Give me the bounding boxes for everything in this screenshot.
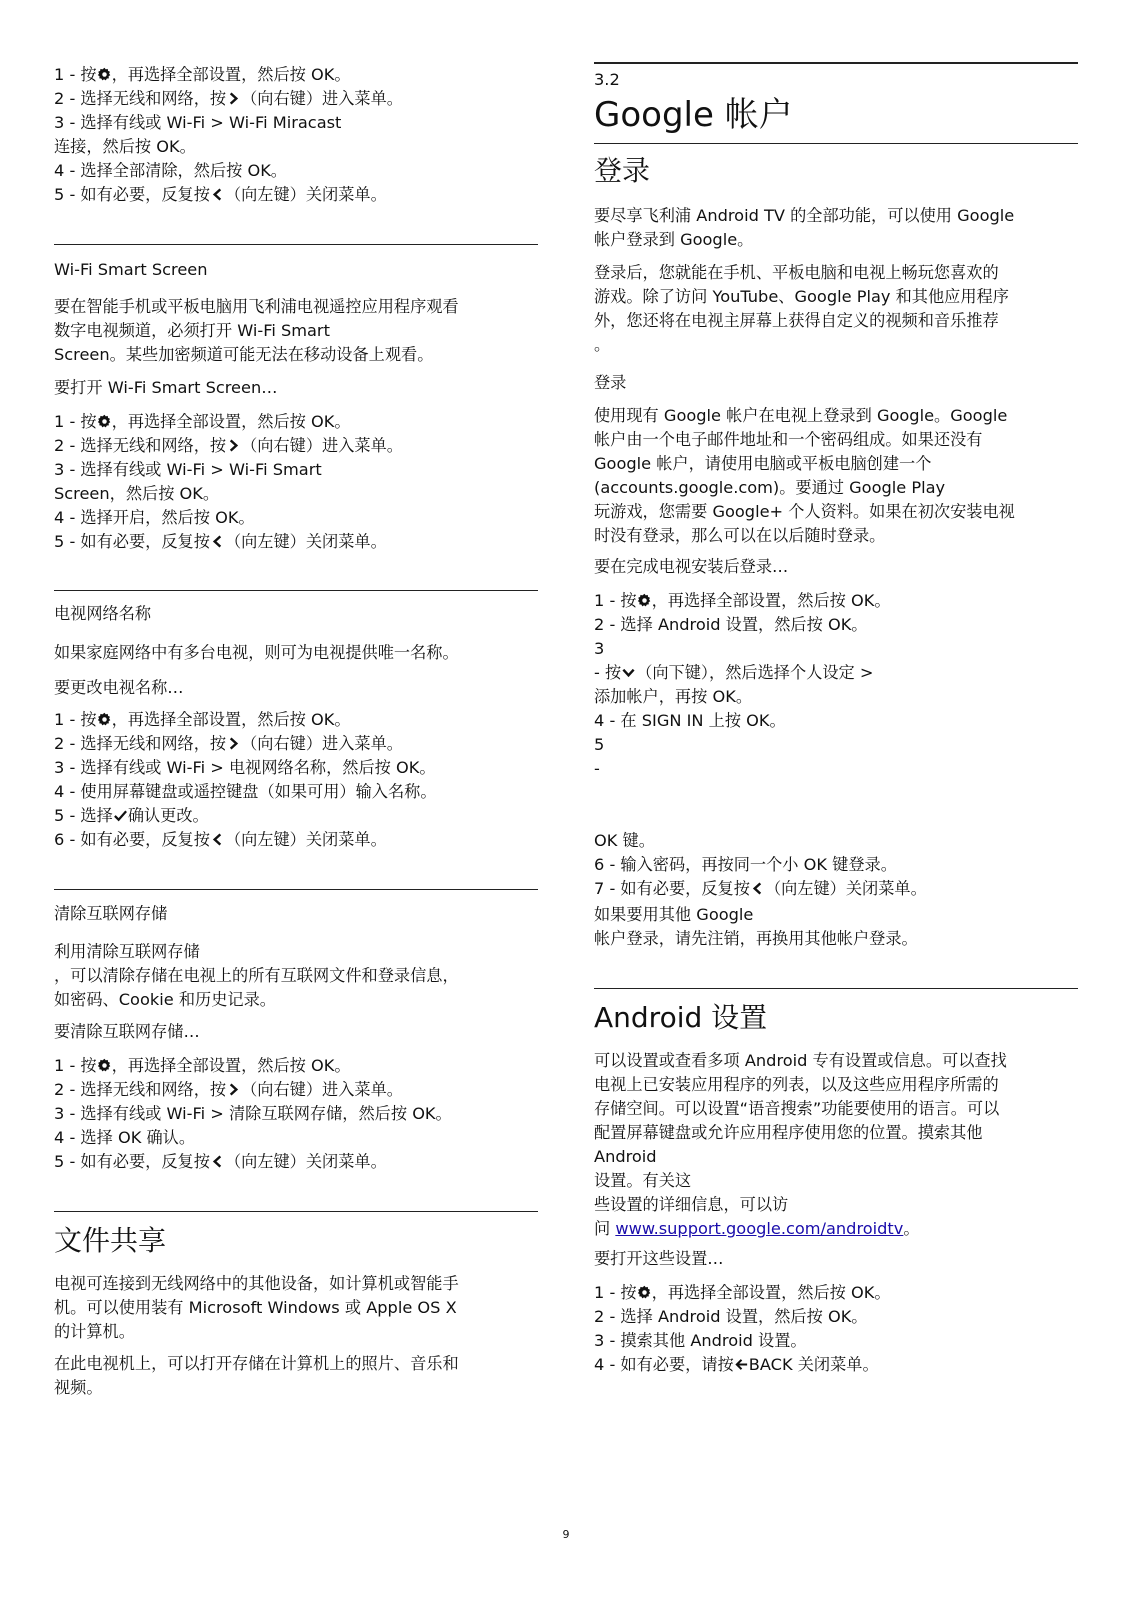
step-line (54, 434, 538, 458)
step-line (54, 1078, 538, 1102)
step-line (594, 1329, 1078, 1353)
text-line: Google 帐户，请使用电脑或平板电脑创建一个 (594, 454, 932, 473)
gear-icon (97, 1058, 112, 1073)
step-text: 3 - 选择有线或 Wi-Fi > 电视网络名称，然后按 OK。 (54, 758, 436, 777)
step-line (54, 87, 538, 111)
step-text: 2 - 选择无线和网络，按 (54, 734, 227, 753)
text-line: 的计算机。 (54, 1322, 135, 1341)
step-text: - (594, 759, 600, 778)
signin-paragraph-4 (594, 903, 1078, 951)
chevron-left-icon (750, 881, 765, 896)
file-sharing-heading: 文件共享 (54, 1224, 167, 1257)
divider (54, 590, 538, 591)
text-line: Screen。某些加密频道可能无法在移动设备上观看。 (54, 345, 434, 364)
step-text: （向左键）关闭菜单。 (224, 532, 387, 551)
link-prefix: 问 (594, 1219, 616, 1238)
text-line: 外，您还将在电视主屏幕上获得自定义的视频和音乐推荐 (594, 311, 999, 330)
step-line (594, 613, 1078, 637)
step-line (594, 757, 1078, 781)
tv-network-name-intro (54, 641, 538, 665)
text-line: ，可以清除存储在电视上的所有互联网文件和登录信息， (54, 966, 459, 985)
step-line (594, 781, 1078, 805)
signin-paragraph-2 (594, 261, 1078, 357)
step-line (54, 410, 538, 434)
step-line (54, 1126, 538, 1150)
clear-storage-intro (54, 940, 538, 1012)
chevron-right-icon (226, 736, 241, 751)
step-text: 4 - 选择开启，然后按 OK。 (54, 508, 255, 527)
step-text: （向右键）进入菜单。 (241, 734, 403, 753)
step-text: 3 - 摸索其他 Android 设置。 (594, 1331, 807, 1350)
step-line (594, 685, 1078, 709)
signin-lead: 要在完成电视安装后登录… (594, 557, 789, 576)
text-line: 可以设置或查看多项 Android 专有设置或信息。可以查找 (594, 1051, 1007, 1070)
miracast-steps (54, 63, 538, 207)
clear-storage-lead: 要清除互联网存储… (54, 1022, 200, 1041)
step-line (54, 159, 538, 183)
step-text: 4 - 使用屏幕键盘或遥控键盘（如果可用）输入名称。 (54, 782, 437, 801)
chevron-right-icon (226, 1082, 241, 1097)
step-line (594, 589, 1078, 613)
step-line (594, 709, 1078, 733)
step-text: 1 - 按 (594, 591, 637, 610)
signin-steps (594, 589, 1078, 901)
tv-network-name-steps (54, 708, 538, 852)
text-line: 些设置的详细信息，可以访 (594, 1195, 789, 1214)
step-text: 2 - 选择无线和网络，按 (54, 436, 227, 455)
step-text: （向右键）进入菜单。 (241, 436, 403, 455)
support-link[interactable]: www.support.google.com/androidtv (615, 1219, 904, 1238)
check-icon (113, 808, 128, 823)
gear-icon (637, 1285, 652, 1300)
page-title: Google 帐户 (594, 95, 793, 135)
step-text: （向下键），然后选择个人设定 > (636, 663, 874, 682)
step-text: 1 - 按 (54, 1056, 97, 1075)
android-settings-paragraph (594, 1049, 1078, 1217)
step-line (594, 805, 1078, 829)
android-settings-steps (594, 1281, 1078, 1377)
step-text: ，再选择全部设置，然后按 OK。 (111, 65, 351, 84)
text-line: 要在智能手机或平板电脑用飞利浦电视遥控应用程序观看 (54, 297, 459, 316)
chevron-right-icon (226, 91, 241, 106)
step-line (54, 1102, 538, 1126)
step-text: 7 - 如有必要，反复按 (594, 879, 750, 898)
step-line (594, 1281, 1078, 1305)
step-line (54, 183, 538, 207)
step-text: 2 - 选择无线和网络，按 (54, 89, 227, 108)
step-line (594, 877, 1078, 901)
wifi-smart-screen-steps (54, 410, 538, 554)
step-line (54, 780, 538, 804)
text-line: 视频。 (54, 1378, 103, 1397)
text-line: 利用清除互联网存储 (54, 942, 200, 961)
step-text: 4 - 选择全部清除，然后按 OK。 (54, 161, 287, 180)
step-text: 6 - 如有必要，反复按 (54, 830, 210, 849)
step-text: 3 (594, 639, 605, 658)
text-line: Android (594, 1147, 657, 1166)
step-text: 2 - 选择无线和网络，按 (54, 1080, 227, 1099)
signin-paragraph-1 (594, 204, 1078, 252)
step-line (594, 637, 1078, 661)
step-text: （向左键）关闭菜单。 (224, 830, 387, 849)
step-line (594, 661, 1078, 685)
text-line: 数字电视频道，必须打开 Wi-Fi Smart (54, 321, 330, 340)
step-line (54, 111, 538, 135)
step-text: 5 (594, 735, 605, 754)
step-text: 3 - 选择有线或 Wi-Fi > Wi-Fi Miracast (54, 113, 342, 132)
text-line: 帐户登录到 Google。 (594, 230, 754, 249)
step-text: ，再选择全部设置，然后按 OK。 (651, 1283, 891, 1302)
divider (594, 143, 1078, 144)
gear-icon (97, 712, 112, 727)
step-text: （向右键）进入菜单。 (241, 1080, 403, 1099)
step-text: ，再选择全部设置，然后按 OK。 (111, 412, 351, 431)
step-line (54, 1054, 538, 1078)
chevron-down-icon (621, 665, 636, 680)
text-line: 如密码、Cookie 和历史记录。 (54, 990, 276, 1009)
text-line: 时没有登录，那么可以在以后随时登录。 (594, 526, 886, 545)
step-line (54, 1150, 538, 1174)
step-text: 4 - 在 SIGN IN 上按 OK。 (594, 711, 786, 730)
step-text: 5 - 选择 (54, 806, 113, 825)
tv-network-name-heading: 电视网络名称 (54, 604, 152, 623)
step-text: 1 - 按 (594, 1283, 637, 1302)
step-text: 4 - 选择 OK 确认。 (54, 1128, 196, 1147)
step-text: 5 - 如有必要，反复按 (54, 532, 210, 551)
text-line: 电视可连接到无线网络中的其他设备，如计算机或智能手 (54, 1274, 459, 1293)
step-text: 3 - 选择有线或 Wi-Fi > 清除互联网存储，然后按 OK。 (54, 1104, 452, 1123)
step-line (594, 1353, 1078, 1377)
divider (594, 988, 1078, 989)
step-line (594, 1305, 1078, 1329)
chevron-left-icon (210, 534, 225, 549)
text-line: 如果要用其他 Google (594, 905, 754, 924)
text-line: 帐户由一个电子邮件地址和一个密码组成。如果还没有 (594, 430, 983, 449)
section-number: 3.2 (594, 70, 620, 89)
step-line (54, 804, 538, 828)
step-line (54, 756, 538, 780)
step-text: 2 - 选择 Android 设置，然后按 OK。 (594, 1307, 868, 1326)
gear-icon (637, 593, 652, 608)
step-line (54, 828, 538, 852)
step-text: 6 - 输入密码，再按同一个小 OK 键登录。 (594, 855, 897, 874)
text-line: 帐户登录，请先注销，再换用其他帐户登录。 (594, 929, 918, 948)
text-line: 在此电视机上，可以打开存储在计算机上的照片、音乐和 (54, 1354, 459, 1373)
step-line (54, 708, 538, 732)
chevron-left-icon (210, 832, 225, 847)
step-line (54, 458, 538, 482)
chevron-left-icon (210, 1154, 225, 1169)
step-text: （向左键）关闭菜单。 (224, 1152, 387, 1171)
step-text: （向左键）关闭菜单。 (224, 185, 387, 204)
wifi-smart-screen-lead: 要打开 Wi-Fi Smart Screen… (54, 378, 278, 397)
step-text: 4 - 如有必要，请按 (594, 1355, 734, 1374)
step-text: Screen，然后按 OK。 (54, 484, 220, 503)
text-line: 。 (594, 335, 611, 354)
page-number: 9 (562, 1528, 570, 1541)
signin-heading: 登录 (594, 154, 651, 187)
step-text: 1 - 按 (54, 65, 97, 84)
step-text: 1 - 按 (54, 710, 97, 729)
step-text: BACK 关闭菜单。 (748, 1355, 879, 1374)
text-line: 如果家庭网络中有多台电视，则可为电视提供唯一名称。 (54, 643, 459, 662)
text-line: 登录后，您就能在手机、平板电脑和电视上畅玩您喜欢的 (594, 263, 999, 282)
android-settings-lead: 要打开这些设置… (594, 1249, 724, 1268)
text-line: 使用现有 Google 帐户在电视上登录到 Google。Google (594, 406, 1008, 425)
divider (54, 244, 538, 245)
text-line: 电视上已安装应用程序的列表，以及这些应用程序所需的 (594, 1075, 999, 1094)
divider (54, 1211, 538, 1212)
tv-network-name-lead: 要更改电视名称… (54, 678, 184, 697)
step-text: （向右键）进入菜单。 (241, 89, 403, 108)
step-line (54, 506, 538, 530)
file-sharing-paragraph-1 (54, 1272, 538, 1344)
gear-icon (97, 414, 112, 429)
clear-storage-heading: 清除互联网存储 (54, 904, 168, 923)
step-text: - 按 (594, 663, 622, 682)
step-line (54, 530, 538, 554)
step-line (54, 732, 538, 756)
step-text: ，再选择全部设置，然后按 OK。 (111, 710, 351, 729)
divider (594, 62, 1078, 64)
wifi-smart-screen-heading: Wi-Fi Smart Screen (54, 260, 208, 279)
step-line (54, 135, 538, 159)
step-line (594, 829, 1078, 853)
step-text: ，再选择全部设置，然后按 OK。 (111, 1056, 351, 1075)
clear-storage-steps (54, 1054, 538, 1174)
step-text: 5 - 如有必要，反复按 (54, 1152, 210, 1171)
step-text: （向左键）关闭菜单。 (764, 879, 927, 898)
text-line: (accounts.google.com)。要通过 Google Play (594, 478, 946, 497)
text-line: 要尽享飞利浦 Android TV 的全部功能，可以使用 Google (594, 206, 1015, 225)
signin-paragraph-3 (594, 404, 1078, 548)
android-settings-heading: Android 设置 (594, 1001, 768, 1034)
divider (54, 889, 538, 890)
step-line (54, 482, 538, 506)
step-text: 1 - 按 (54, 412, 97, 431)
step-text: 添加帐户，再按 OK。 (594, 687, 753, 706)
text-line: 存储空间。可以设置“语音搜索”功能要使用的语言。可以 (594, 1099, 1000, 1118)
wifi-smart-screen-intro (54, 295, 538, 367)
chevron-right-icon (226, 438, 241, 453)
text-line: 配置屏幕键盘或允许应用程序使用您的位置。摸索其他 (594, 1123, 983, 1142)
gear-icon (97, 67, 112, 82)
signin-subheading: 登录 (594, 373, 627, 392)
step-text: 确认更改。 (127, 806, 209, 825)
file-sharing-paragraph-2 (54, 1352, 538, 1400)
step-text: 3 - 选择有线或 Wi-Fi > Wi-Fi Smart (54, 460, 322, 479)
step-text: ，再选择全部设置，然后按 OK。 (651, 591, 891, 610)
step-text: 连接，然后按 OK。 (54, 137, 196, 156)
step-text: 5 - 如有必要，反复按 (54, 185, 210, 204)
chevron-left-icon (210, 187, 225, 202)
text-line: 设置。有关这 (594, 1171, 692, 1190)
step-text: 2 - 选择 Android 设置，然后按 OK。 (594, 615, 868, 634)
step-line (594, 733, 1078, 757)
text-line: 游戏。除了访问 YouTube、Google Play 和其他应用程序 (594, 287, 1009, 306)
text-line: 玩游戏，您需要 Google+ 个人资料。如果在初次安装电视 (594, 502, 1015, 521)
link-suffix: 。 (903, 1219, 920, 1238)
text-line: 机。可以使用装有 Microsoft Windows 或 Apple OS X (54, 1298, 457, 1317)
step-line (54, 63, 538, 87)
arrow-left-icon (734, 1357, 749, 1372)
step-text: OK 键。 (594, 831, 655, 850)
step-line (594, 853, 1078, 877)
android-settings-link-line (594, 1217, 1078, 1241)
